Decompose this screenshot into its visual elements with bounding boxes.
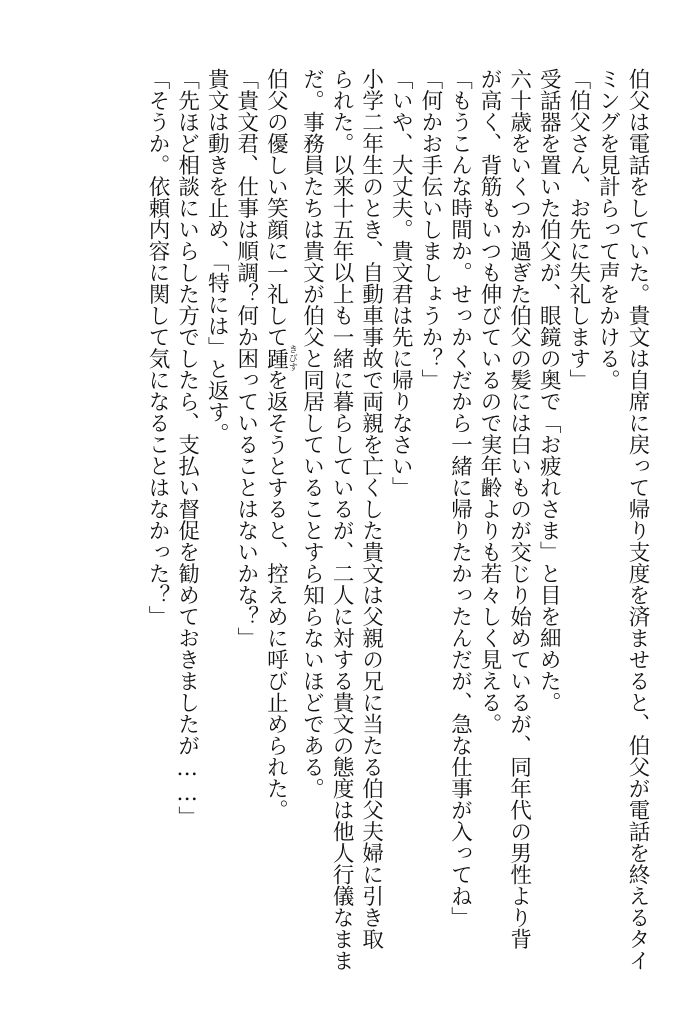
ruby-line-after: を返そうとすると、控えめに呼び止められた。 — [263, 369, 289, 821]
vertical-text-body — [142, 68, 652, 971]
text-line: 「伯父さん、お先に失礼します」 — [565, 68, 591, 391]
text-line-with-ruby — [261, 68, 297, 968]
text-line: 六十歳をいくつか過ぎた伯父の髪には白いものが交じり始めているが、同年代の男性より背 — [506, 68, 532, 950]
text-line: 「先ほど相談にいらした方でしたら、支払い督促を勧めておきましたが……」 — [174, 68, 200, 828]
text-line: 「何かお手伝いしましょうか？」 — [417, 68, 443, 391]
text-line: 受話器を置いた伯父が、眼鏡の奥で「お疲れさま」と目を細めた。 — [536, 68, 562, 713]
text-line: 小学二年生のとき、自動車事故で両親を亡くした貴文は父親の兄に当たる伯父夫婦に引き取 — [358, 68, 384, 950]
text-line: 貴文は動きを止め、「特には」と返す。 — [204, 68, 230, 445]
text-line: 「もうこんな時間か。せっかくだから一緒に帰りたかったんだが、急な仕事が入ってね」 — [447, 68, 473, 928]
text-line: だ。事務員たちは貴文が伯父と同居していることすら知らないほどである。 — [299, 68, 325, 799]
text-line: が高く、背筋もいつも伸びているので実年齢よりも若々しく見える。 — [477, 68, 503, 735]
text-line: 伯父は電話をしていた。貴文は自席に戻って帰り支度を済ませると、伯父が電話を終えるタイ — [625, 68, 650, 971]
ruby-base: 踵 — [263, 344, 289, 372]
text-line: 「貴文君、仕事は順調？何か困っていることはないかな？」 — [233, 68, 259, 649]
ruby-line-before: 伯父の優しい笑顔に一礼して — [263, 68, 289, 348]
text-line: 「いや、大丈夫。貴文君は先に帰りなさい」 — [388, 68, 414, 498]
text-line: 「そうか。依頼内容に関して気になることはなかった？」 — [145, 68, 170, 627]
text-line: られた。以来十五年以上も一緒に暮らしているが、二人に対する貴文の態度は他人行儀なまま — [329, 68, 355, 971]
text-line: ミングを見計らって声をかける。 — [595, 68, 621, 391]
ruby-reading: きびす — [286, 344, 297, 372]
ruby-annotation — [263, 344, 297, 372]
